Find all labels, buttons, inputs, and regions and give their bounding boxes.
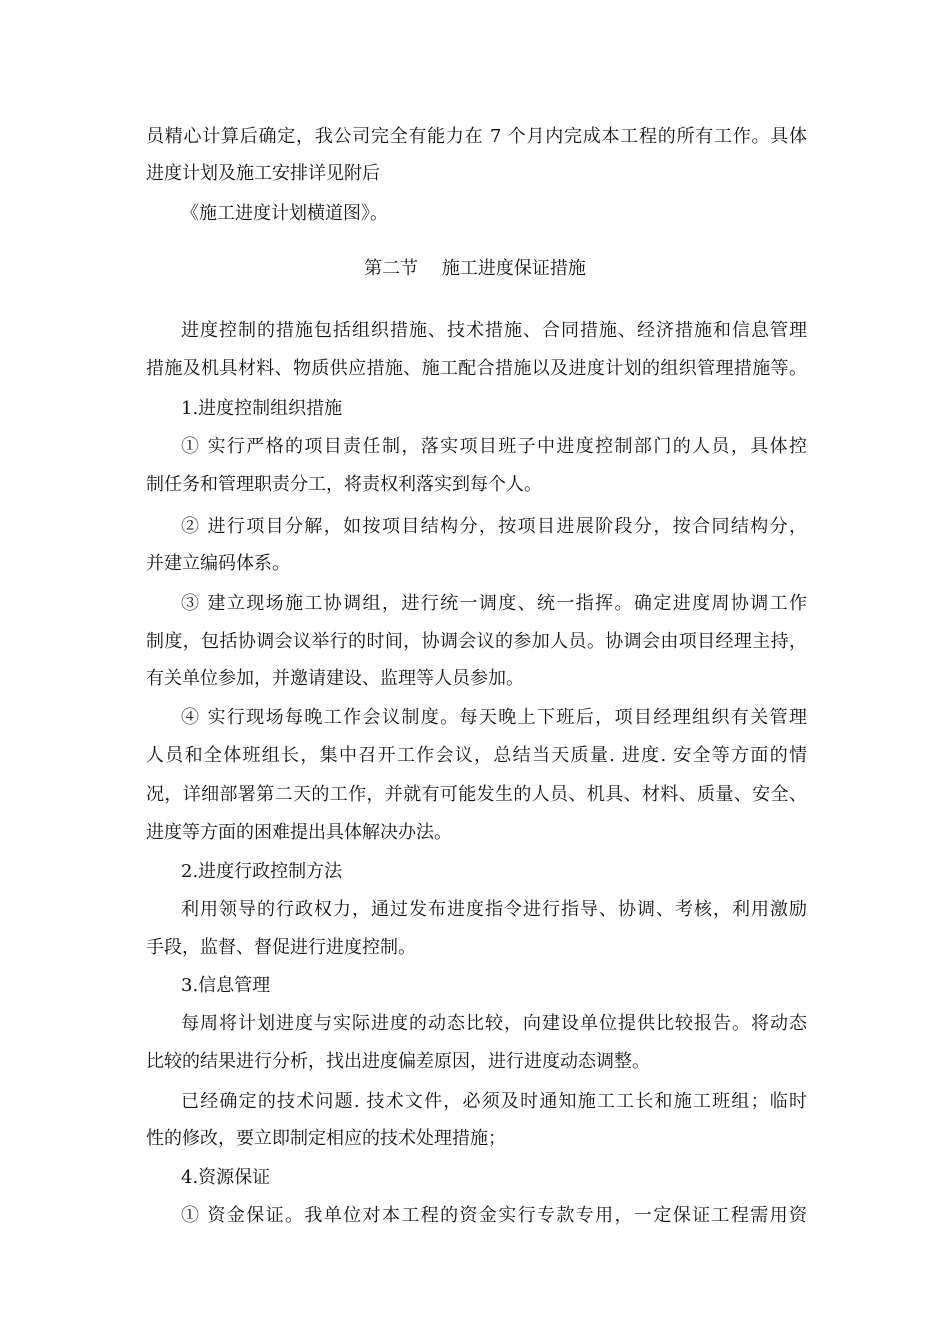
list-heading: 4.资源保证 xyxy=(181,1167,271,1188)
paragraph-line: ② 进行项目分解，如按项目结构分，按项目进展阶段分，按合同结构分， xyxy=(181,516,807,537)
paragraph-line: 制度，包括协调会议举行的时间，协调会议的参加人员。协调会由项目经理主持， xyxy=(146,631,807,652)
list-heading: 1.进度控制组织措施 xyxy=(181,398,343,419)
list-heading: 3.信息管理 xyxy=(181,975,271,996)
paragraph-line: 性的修改，要立即制定相应的技术处理措施； xyxy=(146,1128,506,1149)
paragraph-line: 手段，监督、督促进行进度控制。 xyxy=(146,937,416,958)
paragraph-line: 制任务和管理职责分工，将责权利落实到每个人。 xyxy=(146,474,542,495)
paragraph-line: ④ 实行现场每晚工作会议制度。每天晚上下班后，项目经理组织有关管理 xyxy=(181,707,807,728)
paragraph-line: 员精心计算后确定，我公司完全有能力在 7 个月内完成本工程的所有工作。具体 xyxy=(146,126,807,147)
paragraph-line: 每周将计划进度与实际进度的动态比较，向建设单位提供比较报告。将动态 xyxy=(181,1013,807,1034)
paragraph-line: ③ 建立现场施工协调组，进行统一调度、统一指挥。确定进度周协调工作 xyxy=(181,593,807,614)
paragraph-line: 已经确定的技术问题. 技术文件，必须及时通知施工工长和施工班组；临时 xyxy=(181,1091,807,1112)
paragraph-line: 并建立编码体系。 xyxy=(146,553,290,574)
paragraph-line: 人员和全体班组长，集中召开工作会议，总结当天质量. 进度. 安全等方面的情 xyxy=(146,745,807,766)
paragraph-line: 进度等方面的困难提出具体解决办法。 xyxy=(146,822,452,843)
paragraph-line: 有关单位参加，并邀请建设、监理等人员参加。 xyxy=(146,668,524,689)
paragraph-line: ① 资金保证。我单位对本工程的资金实行专款专用，一定保证工程需用资 xyxy=(181,1205,807,1226)
paragraph-line: 《施工进度计划横道图》。 xyxy=(181,203,388,224)
paragraph-line: 进度控制的措施包括组织措施、技术措施、合同措施、经济措施和信息管理 xyxy=(181,320,807,341)
paragraph-line: 利用领导的行政权力，通过发布进度指令进行指导、协调、考核，利用激励 xyxy=(181,899,807,920)
paragraph-line: 进度计划及施工安排详见附后 xyxy=(146,163,380,184)
section-heading: 第二节 施工进度保证措施 xyxy=(364,258,586,279)
list-heading: 2.进度行政控制方法 xyxy=(181,861,343,882)
paragraph-line: 措施及机具材料、物质供应措施、施工配合措施以及进度计划的组织管理措施等。 xyxy=(146,358,807,379)
paragraph-line: 况，详细部署第二天的工作，并就有可能发生的人员、机具、材料、质量、安全、 xyxy=(146,784,807,805)
paragraph-line: 比较的结果进行分析，找出进度偏差原因，进行进度动态调整。 xyxy=(146,1051,650,1072)
paragraph-line: ① 实行严格的项目责任制，落实项目班子中进度控制部门的人员，具体控 xyxy=(181,436,807,457)
